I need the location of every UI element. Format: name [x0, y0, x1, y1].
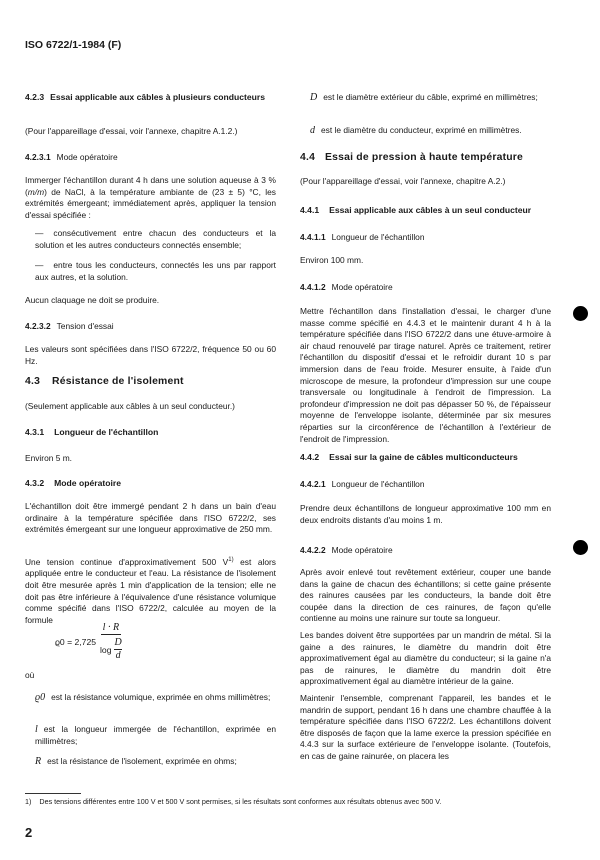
section-title: Tension d'essai — [56, 321, 114, 331]
note: (Seulement applicable aux câbles à un seul conducteur.) — [25, 401, 235, 411]
section-title: Résistance de l'isolement — [52, 376, 184, 387]
section-title: Mode opératoire — [331, 282, 393, 292]
formula-log: log — [100, 644, 112, 655]
section-title: Longueur de l'échantillon — [331, 232, 425, 242]
footnote-rule — [25, 793, 81, 794]
section-number: 4.4.1.1 — [300, 232, 326, 242]
document-header: ISO 6722/1-1984 (F) — [25, 39, 122, 51]
section-title: Longueur de l'échantillon — [331, 479, 425, 489]
text: est la résistance volumique, exprimée en ohms millimètres; — [51, 692, 271, 702]
text-italic: m/m — [27, 186, 45, 197]
formula-ratio — [114, 637, 121, 662]
section-title: Mode opératoire — [331, 545, 393, 555]
section-number: 4.4.2.1 — [300, 479, 326, 489]
section-number: 4.2.3 — [25, 92, 45, 102]
text: Une tension continue d'approximativement 500 V — [25, 556, 229, 567]
symbol: D — [310, 92, 318, 103]
list-item — [25, 260, 276, 283]
definition — [25, 756, 276, 768]
section-number: 4.4.1 — [300, 205, 320, 215]
formula-denominator — [100, 635, 122, 662]
formula — [55, 622, 122, 662]
paragraph — [25, 175, 276, 221]
text: est la résistance de l'isolement, exprimée en ohms; — [47, 756, 237, 766]
section-title: Essai applicable aux câbles à un seul conducteur — [329, 205, 532, 215]
paragraph: Maintenir l'ensemble, comprenant l'appareil, les bandes et le mandrin de support, pendant 16 h dans une chambre chauffée à la température spécifiée dans l'ISO 6722/2. Les échantillons doivent être disposés de façon que la lame exerce la pression spécifiée en 4.4.3 sur la surface extérieure de l'enveloppe isolante. (Toutefois, en cas de gaine rainurée, on placera les — [300, 693, 551, 761]
heading-4-4-2-2 — [300, 545, 551, 557]
heading-4-4 — [300, 152, 551, 164]
heading-4-2-3-2 — [25, 321, 276, 333]
section-number: 4.4.2 — [300, 452, 320, 462]
text: est le diamètre du conducteur, exprimé en millimètres. — [321, 125, 522, 135]
formula-numerator: l · R — [102, 622, 120, 633]
heading-4-3-2 — [25, 478, 276, 490]
paragraph: Mettre l'échantillon dans l'installation d'essai, le charger d'une masse comme spécifié en 4.4.3 et le maintenir durant 4 h à la température spécifiée dans l'ISO 6722/2 dans une étuve-armoire à air chaud renouvelé par tirage naturel. Après ce traitement, retirer l'échantillon du dispositif d'essai et le refroidir durant 10 s par immersion dans de l'eau froide. Mesurer ensuite, à l'aide d'un microscope de mesure, la profondeur d'impression sur une coupe transversale ou longitudinale à l'endroit de l'impression. La profondeur d'impression ne doit pas dépasser 50 %, de l'épaisseur moyenne de l'enveloppe isolante, déterminée par six mesures réparties sur la circonférence de l'échantillon à l'extérieur de l'endroit de l'impression. — [300, 306, 551, 444]
margin-punch-hole — [573, 306, 588, 321]
heading-4-2-3-1 — [25, 152, 276, 164]
footnote-text: Des tensions différentes entre 100 V et 500 V sont permises, si les résultats sont conformes aux résultats obtenus avec 500 V. — [39, 797, 442, 806]
section-number: 4.2.3.1 — [25, 152, 51, 162]
definition — [25, 692, 276, 704]
paragraph: Aucun claquage ne doit se produire. — [25, 295, 160, 305]
heading-4-4-2-1 — [300, 479, 551, 491]
heading-4-3-1 — [25, 427, 276, 439]
section-title: Mode opératoire — [56, 152, 118, 162]
section-number: 4.3.1 — [25, 427, 45, 437]
footnote — [25, 797, 441, 806]
dash: — — [35, 228, 44, 238]
formula-lhs: ϱ0 = 2,725 — [55, 637, 97, 647]
section-number: 4.2.3.2 — [25, 321, 51, 331]
where-label: où — [25, 670, 35, 680]
paragraph: L'échantillon doit être immergé pendant 2 h dans un bain d'eau ordinaire à la température spécifiée dans l'ISO 6722/2, ses extrémités émergeant sur une longueur approximative de 250 mm. — [25, 501, 276, 535]
definition — [300, 92, 551, 104]
section-number: 4.3 — [25, 376, 41, 387]
symbol: l — [35, 724, 38, 735]
paragraph: Après avoir enlevé tout revêtement extérieur, couper une bande dans la gaine de chacun des échantillons; si cette gaine présente des rainures causées par les conducteurs, la bande doit être coupée dans la direction de ces rainures, de façon qu'elle contienne au moins une rainure sur toute sa longueur. — [300, 567, 551, 624]
paragraph: Prendre deux échantillons de longueur approximative 100 mm en deux endroits distants d'au moins 1 m. — [300, 503, 551, 525]
text: est la longueur immergée de l'échantillon, exprimée en millimètres; — [35, 724, 276, 746]
section-number: 4.3.2 — [25, 478, 45, 488]
section-number: 4.4.1.2 — [300, 282, 326, 292]
heading-4-2-3 — [25, 92, 276, 104]
section-number: 4.4.2.2 — [300, 545, 326, 555]
paragraph: Les valeurs sont spécifiées dans l'ISO 6722/2, fréquence 50 ou 60 Hz. — [25, 344, 276, 366]
text: est alors appliquée entre le conducteur et l'eau. La résistance de l'isolement doit être mesurée après 1 min d'application de la tension; elle ne doit pas être inférieure à l'équivalence d'une résistance volumique comme spécifié dans l'ISO 6722/2, calculée au moyen de la formule — [25, 556, 276, 625]
heading-4-3 — [25, 376, 276, 388]
text: consécutivement entre chacun des conducteurs et la solution et les autres conducteurs connectés ensemble; — [35, 228, 276, 250]
page-number: 2 — [25, 825, 33, 840]
formula-fraction — [100, 622, 122, 662]
symbol: ϱ0 — [35, 692, 46, 703]
symbol: R — [35, 756, 42, 767]
heading-4-4-1-1 — [300, 232, 551, 244]
section-number: 4.4 — [300, 152, 316, 163]
text: Immerger l'échantillon durant 4 h dans une solution aqueuse à 3 % ( — [25, 175, 276, 197]
note: (Pour l'appareillage d'essai, voir l'annexe, chapitre A.1.2.) — [25, 126, 238, 136]
paragraph: Environ 100 mm. — [300, 255, 364, 265]
formula-D: D — [114, 637, 122, 648]
formula-d: d — [115, 650, 121, 661]
section-title: Essai applicable aux câbles à plusieurs conducteurs — [50, 92, 266, 102]
footnote-ref: 1) — [228, 557, 234, 563]
margin-punch-hole — [573, 540, 588, 555]
definition — [25, 724, 276, 747]
heading-4-4-1-2 — [300, 282, 551, 294]
text: ) de NaCl, à la température ambiante de (23 ± 5) °C, les extrémités émergeant; immédiatement après, appliquer la tension d'essai spécifiée : — [25, 186, 276, 220]
section-title: Essai sur la gaine de câbles multiconducteurs — [329, 452, 518, 462]
text: est le diamètre extérieur du câble, exprimé en millimètres; — [323, 92, 538, 102]
footnote-mark: 1) — [25, 797, 32, 806]
section-title: Essai de pression à haute température — [325, 152, 524, 163]
heading-4-4-2 — [300, 452, 551, 464]
heading-4-4-1 — [300, 205, 551, 217]
paragraph: Environ 5 m. — [25, 453, 73, 463]
text: entre tous les conducteurs, connectés les uns par rapport aux autres, et la solution. — [35, 260, 276, 282]
symbol: d — [310, 125, 315, 136]
dash: — — [35, 260, 44, 270]
section-title: Mode opératoire — [54, 478, 121, 488]
list-item — [25, 228, 276, 251]
section-title: Longueur de l'échantillon — [54, 427, 159, 437]
paragraph — [25, 555, 276, 626]
definition — [300, 125, 551, 137]
note: (Pour l'appareillage d'essai, voir l'annexe, chapitre A.2.) — [300, 176, 506, 186]
paragraph: Les bandes doivent être supportées par un mandrin de métal. Si la gaine a des rainures, le diamètre du mandrin doit être approximativement égal au diamètre du conducteur; si la gaine n'a pas de rainures, le diamètre du mandrin doit être approximativement égal au diamètre intérieur de la gaine. — [300, 630, 551, 687]
